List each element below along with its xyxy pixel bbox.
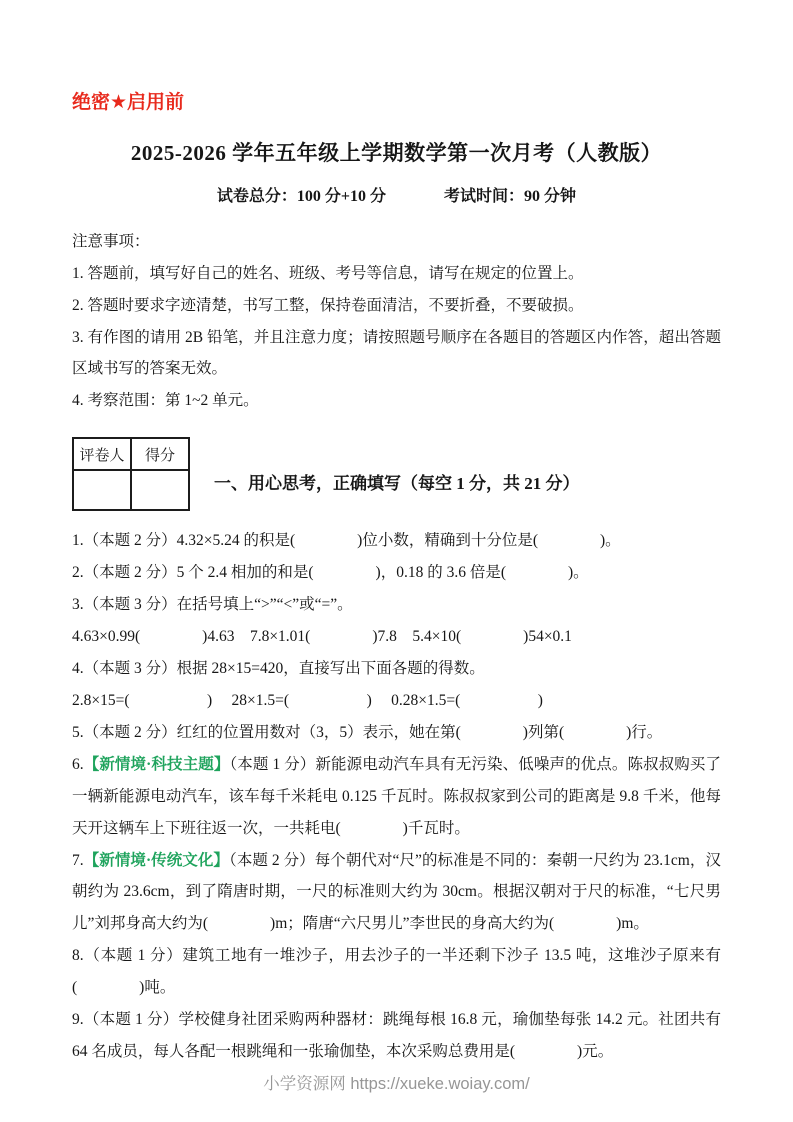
question-3: 3.（本题 3 分）在括号填上“>”“<”或“=”。 <box>72 596 353 614</box>
question-5: 5.（本题 2 分）红红的位置用数对（3，5）表示，她在第( )列第( )行。 <box>72 723 663 741</box>
section-one-heading: 一、用心思考，正确填写（每空 1 分，共 21 分） <box>214 474 580 494</box>
notice-item-3: 3. 有作图的请用 2B 铅笔，并且注意力度；请按照题号顺序在各题目的答题区内作答，超出答题区域书写的答案无效。 <box>72 328 721 378</box>
exam-total-score: 试卷总分：100 分+10 分 <box>216 187 387 205</box>
question-8: 8.（本题 1 分）建筑工地有一堆沙子，用去沙子的一半还剩下沙子 13.5 吨，这堆沙子原来有( )吨。 <box>72 947 721 997</box>
notice-item-2: 2. 答题时要求字迹清楚，书写工整，保持卷面清洁，不要折叠，不要破损。 <box>72 296 584 314</box>
exam-time: 考试时间：90 分钟 <box>444 187 577 205</box>
page-title: 2025-2026 学年五年级上学期数学第一次月考（人教版） <box>130 140 663 165</box>
question-1: 1.（本题 2 分）4.32×5.24 的积是( )位小数，精确到十分位是( )。 <box>72 532 621 550</box>
question-7-theme-tag: 【新情境·传统文化】 <box>83 851 229 869</box>
exam-meta <box>72 183 721 206</box>
question-7 <box>72 845 721 941</box>
reviewer-blank-cell <box>73 470 131 510</box>
score-label-cell: 得分 <box>131 438 189 470</box>
grader-section <box>72 437 721 511</box>
reviewer-label-cell: 评卷人 <box>73 438 131 470</box>
questions-section <box>72 525 721 1068</box>
question-2: 2.（本题 2 分）5 个 2.4 相加的和是( )，0.18 的 3.6 倍是( )。 <box>72 564 589 582</box>
question-4: 4.（本题 3 分）根据 28×15=420，直接写出下面各题的得数。 <box>72 660 485 678</box>
question-6-number: 6. <box>72 755 84 773</box>
score-blank-cell <box>131 470 189 510</box>
grader-table <box>72 437 190 511</box>
question-6-body: （本题 1 分）新能源电动汽车具有无污染、低噪声的优点。陈叔叔购买了一辆新能源电动汽车，该车每千米耗电 0.125 千瓦时。陈叔叔家到公司的距离是 9.8 千米，他每天开这辆车上下班往返一次，一共耗电( )千瓦时。 <box>72 755 721 837</box>
notice-item-4: 4. 考察范围：第 1~2 单元。 <box>72 392 259 410</box>
question-9: 9.（本题 1 分）学校健身社团采购两种器材：跳绳每根 16.8 元，瑜伽垫每张 14.2 元。社团共有 64 名成员，每人各配一根跳绳和一张瑜伽垫，本次采购总费用是( )元。 <box>72 1011 721 1061</box>
site-footer-watermark: 小学资源网 https://xueke.woiay.com/ <box>263 1075 530 1093</box>
notice-heading: 注意事项： <box>72 232 150 250</box>
question-7-body: （本题 2 分）每个朝代对“尺”的标准是不同的：秦朝一尺约为 23.1cm，汉朝约为 23.6cm，到了隋唐时期，一尺的标准则大约为 30cm。根据汉朝对于尺的标准，“七尺男儿”刘邦身高大约为( )m；隋唐“六尺男儿”李世民的身高大约为( )m。 <box>72 851 721 933</box>
question-6-theme-tag: 【新情境·科技主题】 <box>83 755 230 773</box>
notice-section <box>72 226 721 418</box>
question-3-answers-row: 4.63×0.99( )4.63 7.8×1.01( )7.8 5.4×10( )54×0.1 <box>72 628 572 646</box>
security-label: 绝密★启用前 <box>72 92 185 113</box>
question-6 <box>72 749 721 845</box>
question-7-number: 7. <box>72 851 84 869</box>
notice-item-1: 1. 答题前，填写好自己的姓名、班级、考号等信息，请写在规定的位置上。 <box>72 264 584 282</box>
question-4-answers-row: 2.8×15=( ) 28×1.5=( ) 0.28×1.5=( ) <box>72 691 543 709</box>
